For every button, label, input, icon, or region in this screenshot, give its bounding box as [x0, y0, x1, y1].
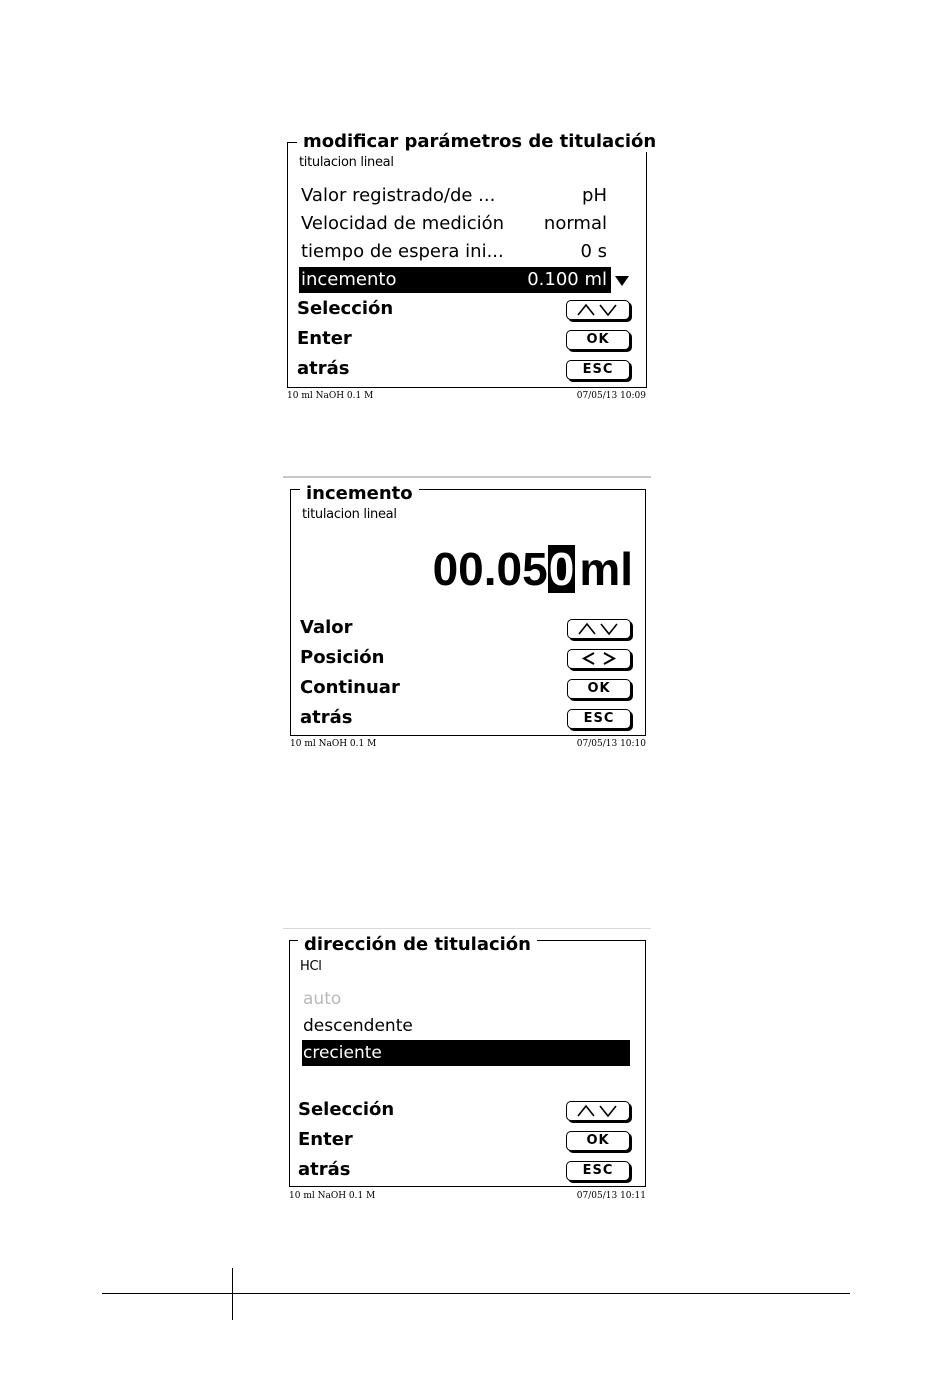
value-cursor-digit[interactable]: 0	[548, 543, 575, 595]
status-left: 10 ml NaOH 0.1 M	[287, 391, 374, 401]
up-down-arrows-icon	[577, 622, 621, 635]
key-label-posicion: Posición	[300, 647, 385, 668]
up-down-arrows-icon	[576, 1104, 620, 1117]
page-subtitle: titulacion lineal	[299, 155, 394, 170]
page-title: incemento	[300, 484, 419, 504]
screen-top-rule	[283, 928, 651, 929]
param-row-tiempo-espera[interactable]	[299, 239, 611, 265]
value-digits: 00.05	[432, 543, 548, 595]
param-value: 0 s	[580, 241, 607, 262]
status-right: 07/05/13 10:10	[576, 739, 646, 749]
up-down-key[interactable]	[566, 1101, 630, 1121]
param-value: normal	[543, 213, 607, 234]
key-label-atras: atrás	[300, 707, 353, 728]
key-label-atras: atrás	[297, 358, 350, 379]
key-label-enter: Enter	[298, 1129, 353, 1150]
param-label: Valor registrado/de ...	[301, 185, 496, 206]
status-left: 10 ml NaOH 0.1 M	[290, 739, 377, 749]
screen-modificar-parametros	[283, 128, 657, 404]
key-label-atras: atrás	[298, 1159, 351, 1180]
status-left: 10 ml NaOH 0.1 M	[289, 1191, 376, 1201]
screen-direccion-titulacion	[283, 930, 653, 1204]
param-label: Velocidad de medición	[301, 213, 505, 234]
page-subtitle: HCl	[300, 959, 322, 974]
param-row-incemento-selected[interactable]	[299, 267, 611, 293]
esc-key[interactable]: ESC	[566, 1161, 630, 1181]
param-value: pH	[582, 185, 607, 206]
screen-top-rule	[283, 476, 651, 478]
screen-incemento-edit	[283, 480, 653, 752]
key-label-seleccion: Selección	[298, 1099, 395, 1120]
footer-vertical-rule	[232, 1268, 233, 1320]
value-input[interactable]	[433, 545, 633, 593]
option-auto-disabled: auto	[303, 989, 342, 1009]
value-unit: ml	[579, 543, 633, 595]
param-value: 0.100 ml	[527, 269, 607, 290]
status-right: 07/05/13 10:11	[576, 1191, 646, 1201]
key-label-seleccion: Selección	[297, 298, 394, 319]
status-right: 07/05/13 10:09	[576, 391, 646, 401]
ok-key[interactable]: OK	[567, 679, 631, 699]
screen-frame	[287, 142, 647, 388]
scroll-down-icon	[615, 276, 629, 286]
left-right-arrows-icon	[577, 652, 621, 665]
option-creciente-selected[interactable]: creciente	[302, 1040, 630, 1066]
key-label-valor: Valor	[300, 617, 353, 638]
param-row-velocidad[interactable]	[299, 211, 611, 237]
up-down-key[interactable]	[566, 300, 630, 320]
param-label: incemento	[301, 269, 397, 290]
esc-key[interactable]: ESC	[566, 360, 630, 380]
up-down-arrows-icon	[576, 303, 620, 316]
page-subtitle: titulacion lineal	[302, 507, 397, 522]
ok-key[interactable]: OK	[566, 1131, 630, 1151]
param-row-valor-registrado[interactable]	[299, 183, 611, 209]
option-descendente[interactable]: descendente	[303, 1016, 413, 1036]
up-down-key[interactable]	[567, 619, 631, 639]
ok-key[interactable]: OK	[566, 330, 630, 350]
param-label: tiempo de espera ini...	[301, 241, 504, 262]
page-title: modificar parámetros de titulación	[297, 132, 662, 152]
esc-key[interactable]: ESC	[567, 709, 631, 729]
footer-horizontal-rule	[102, 1293, 850, 1294]
page-title: dirección de titulación	[298, 935, 537, 955]
key-label-continuar: Continuar	[300, 677, 400, 698]
left-right-key[interactable]	[567, 649, 631, 669]
key-label-enter: Enter	[297, 328, 352, 349]
